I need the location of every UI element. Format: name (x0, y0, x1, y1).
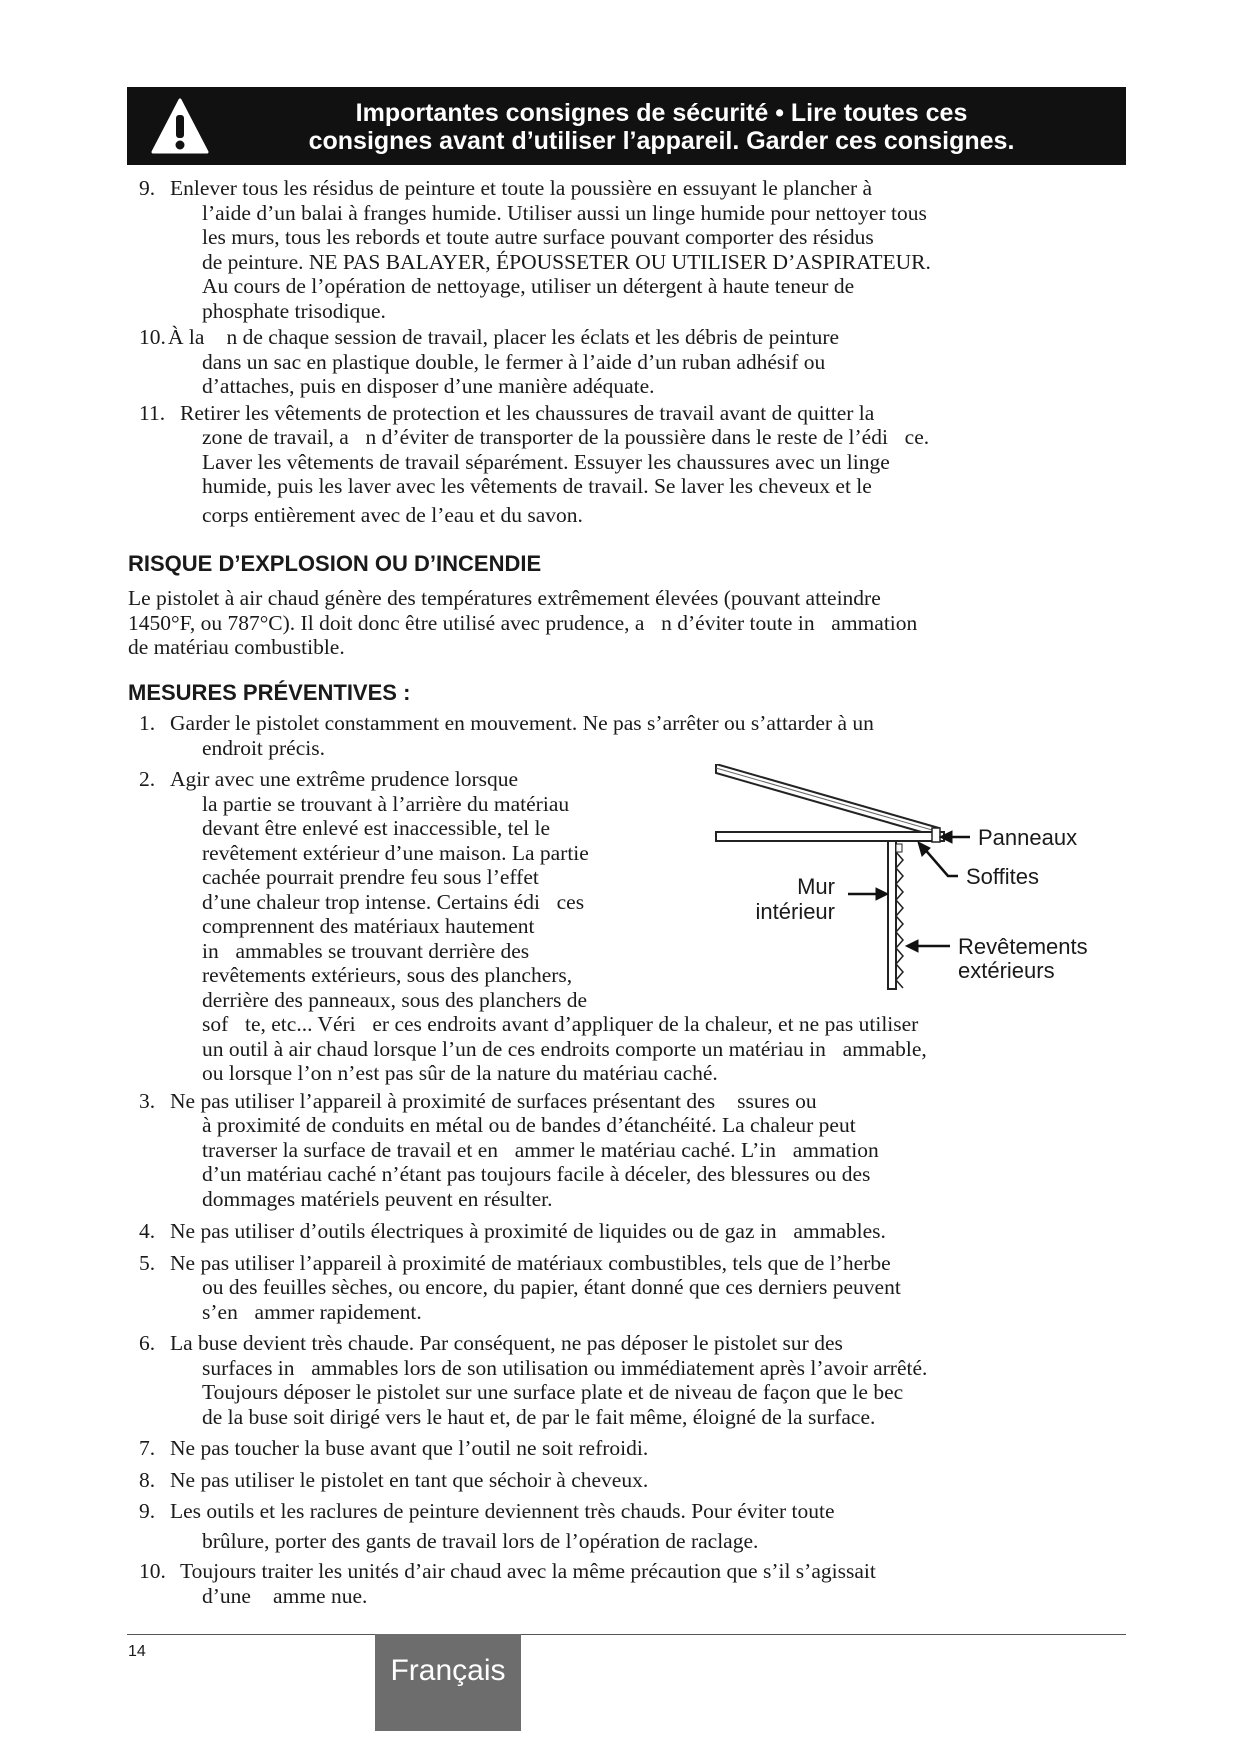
item-line: endroit précis. (202, 735, 325, 760)
footer-divider (127, 1634, 1126, 1635)
list-item (0, 1468, 1241, 1493)
item-line: dans un sac en plastique double, le fermer à l’aide d’un ruban adhésif ou (202, 349, 826, 374)
item-line: Ne pas toucher la buse avant que l’outil ne soit refroidi. (170, 1436, 649, 1460)
label-revetements: Revêtements (958, 934, 1088, 959)
arrow-mur (848, 888, 888, 900)
section-heading-explosion: RISQUE D’EXPLOSION OU D’INCENDIE (128, 551, 542, 576)
list-item (0, 1331, 1241, 1429)
arrow-revetements (906, 940, 950, 952)
item-number: 6. (139, 1331, 156, 1355)
item-line: in ammables se trouvant derrière des (202, 938, 530, 963)
item-line: d’un matériau caché n’étant pas toujours facile à déceler, des blessures ou des (202, 1162, 871, 1186)
item-line: d’attaches, puis en disposer d’une manière adéquate. (202, 374, 655, 398)
item-number: 1. (139, 711, 156, 735)
item-line: phosphate trisodique. (202, 298, 386, 323)
item-line: Ne pas utiliser l’appareil à proximité de matériaux combustibles, tels que de l’herbe (170, 1250, 891, 1275)
item-number: 9. (139, 1499, 156, 1523)
item-line: zone de travail, a n d’éviter de transporter de la poussière dans le reste de l’édi ce. (202, 425, 930, 449)
item-line: Les outils et les raclures de peinture deviennent très chauds. Pour éviter toute (170, 1499, 835, 1523)
list-item (0, 1251, 1241, 1325)
item-line: cachée pourrait prendre feu sous l’effet (202, 865, 539, 889)
item-line: revêtement extérieur d’une maison. La partie (202, 840, 589, 865)
item-number: 10. (139, 1559, 166, 1583)
list-item (0, 401, 1241, 528)
item-line: À la  n de chaque session de travail, placer les éclats et les débris de peinture (168, 325, 840, 349)
item-line: traverser la surface de travail et en ammer le matériau caché. L’in ammation (202, 1137, 879, 1162)
item-number: 9. (139, 176, 156, 200)
safety-header (127, 87, 1126, 165)
label-mur: Mur (797, 874, 835, 899)
item-line: Garder le pistolet constamment en mouvement. Ne pas s’arrêter ou s’attarder à un (170, 711, 874, 735)
label-soffites: Soffites (966, 864, 1039, 889)
item-line: devant être enlevé est inaccessible, tel le (202, 816, 551, 840)
cleanup-list (0, 176, 1241, 527)
item-line: Enlever tous les résidus de peinture et toute la poussière en essuyant le plancher à (170, 176, 873, 200)
list-item (0, 1559, 1241, 1608)
item-number: 11. (139, 400, 166, 425)
item-line: la partie se trouvant à l’arrière du matériau (202, 791, 570, 816)
item-number: 2. (139, 767, 156, 791)
item-line: de peinture. NE PAS BALAYER, ÉPOUSSETER OU UTILISER D’ASPIRATEUR. (202, 249, 931, 274)
item-line: brûlure, porter des gants de travail lors de l’opération de raclage. (202, 1528, 759, 1553)
item-number: 5. (139, 1250, 156, 1275)
label-panneaux: Panneaux (978, 825, 1078, 850)
item-number: 10. (139, 325, 166, 349)
para-line: de matériau combustible. (128, 635, 345, 659)
language-tab: Français (375, 1634, 521, 1731)
item-line: Ne pas utiliser le pistolet en tant que séchoir à cheveux. (170, 1467, 649, 1492)
interior-wall (888, 841, 896, 989)
item-line: Toujours déposer le pistolet sur une surface plate et de niveau de façon que le bec (202, 1380, 904, 1404)
soffit (716, 832, 944, 841)
explosion-paragraph (128, 586, 1028, 660)
list-item (0, 325, 1241, 399)
item-line: humide, puis les laver avec les vêtements de travail. Se laver les cheveux et le (202, 474, 872, 498)
item-line: ou des feuilles sèches, ou encore, du papier, étant donné que ces derniers peuvent (202, 1275, 901, 1299)
wall-diagram (710, 764, 1130, 999)
item-number: 8. (139, 1467, 156, 1492)
arrow-soffites (918, 842, 958, 876)
item-line: revêtements extérieurs, sous des planchers, (202, 963, 573, 987)
label-interieur: intérieur (755, 899, 835, 924)
para-line: Le pistolet à air chaud génère des températures extrêmement élevées (pouvant atteindre (128, 586, 881, 610)
list-item (0, 711, 1241, 760)
item-line: surfaces in ammables lors de son utilisation ou immédiatement après l’avoir arrêté. (202, 1355, 928, 1380)
para-line: 1450°F, ou 787°C). Il doit donc être utilisé avec prudence, a n d’éviter toute in ammation (128, 610, 918, 635)
warning-icon (151, 97, 209, 155)
item-line: Ne pas utiliser l’appareil à proximité de surfaces présentant des  ssures ou (170, 1088, 817, 1113)
list-item (0, 1499, 1241, 1553)
item-line: de la buse soit dirigé vers le haut et, de par le fait même, éloigné de la surface. (202, 1404, 876, 1429)
item-line: l’aide d’un balai à franges humide. Utiliser aussi un linge humide pour nettoyer tous (202, 200, 927, 225)
list-item (0, 1219, 1241, 1244)
label-exterieurs: extérieurs (958, 958, 1055, 983)
item-line: les murs, tous les rebords et toute autre surface pouvant comporter des résidus (202, 225, 874, 249)
item-number: 7. (139, 1436, 156, 1460)
item-line: Laver les vêtements de travail séparément. Essuyer les chaussures avec un linge (202, 449, 890, 474)
item-line: Retirer les vêtements de protection et les chaussures de travail avant de quitter la (180, 400, 875, 425)
item-line: Ne pas utiliser d’outils électriques à proximité de liquides ou de gaz in ammables. (170, 1219, 886, 1243)
item-line: s’en ammer rapidement. (202, 1299, 422, 1324)
item-line: comprennent des matériaux hautement (202, 914, 535, 938)
header-line-2: consignes avant d’utiliser l’appareil. Garder ces consignes. (308, 127, 1015, 155)
item-line: d’une chaleur trop intense. Certains édi ces (202, 889, 585, 914)
item-number: 3. (139, 1088, 156, 1113)
exterior-siding (896, 852, 903, 988)
roof-panel-inner (716, 768, 939, 832)
list-item (0, 1089, 1241, 1212)
section-heading-preventive: MESURES PRÉVENTIVES : (128, 680, 411, 705)
fascia (932, 828, 940, 842)
page-number: 14 (128, 1643, 146, 1660)
stud (896, 844, 902, 852)
item-line: à proximité de conduits en métal ou de bandes d’étanchéité. La chaleur peut (202, 1113, 856, 1137)
item-number: 4. (139, 1219, 156, 1243)
item-line: corps entièrement avec de l’eau et du savon. (202, 502, 583, 527)
item-line: ou lorsque l’on n’est pas sûr de la nature du matériau caché. (202, 1061, 718, 1085)
item-line: Agir avec une extrême prudence lorsque (170, 767, 519, 791)
item-line: Toujours traiter les unités d’air chaud avec la même précaution que s’il s’agissait (180, 1559, 876, 1583)
header-line-1: Importantes consignes de sécurité • Lire toutes ces (355, 99, 968, 127)
item-line: derrière des panneaux, sous des planchers de (202, 987, 588, 1012)
item-line: d’une  amme nue. (202, 1583, 368, 1608)
list-item (0, 1436, 1241, 1461)
list-item (0, 176, 1241, 323)
item-line: un outil à air chaud lorsque l’un de ces endroits comporte un matériau in ammable, (202, 1036, 927, 1061)
item-line: dommages matériels peuvent en résulter. (202, 1186, 553, 1211)
header-title (227, 99, 1096, 155)
item-line: La buse devient très chaude. Par conséquent, ne pas déposer le pistolet sur des (170, 1331, 843, 1355)
item-line: sof te, etc... Véri er ces endroits avant d’appliquer de la chaleur, et ne pas utiliser (202, 1012, 919, 1036)
item-line: Au cours de l’opération de nettoyage, utiliser un détergent à haute teneur de (202, 274, 855, 298)
